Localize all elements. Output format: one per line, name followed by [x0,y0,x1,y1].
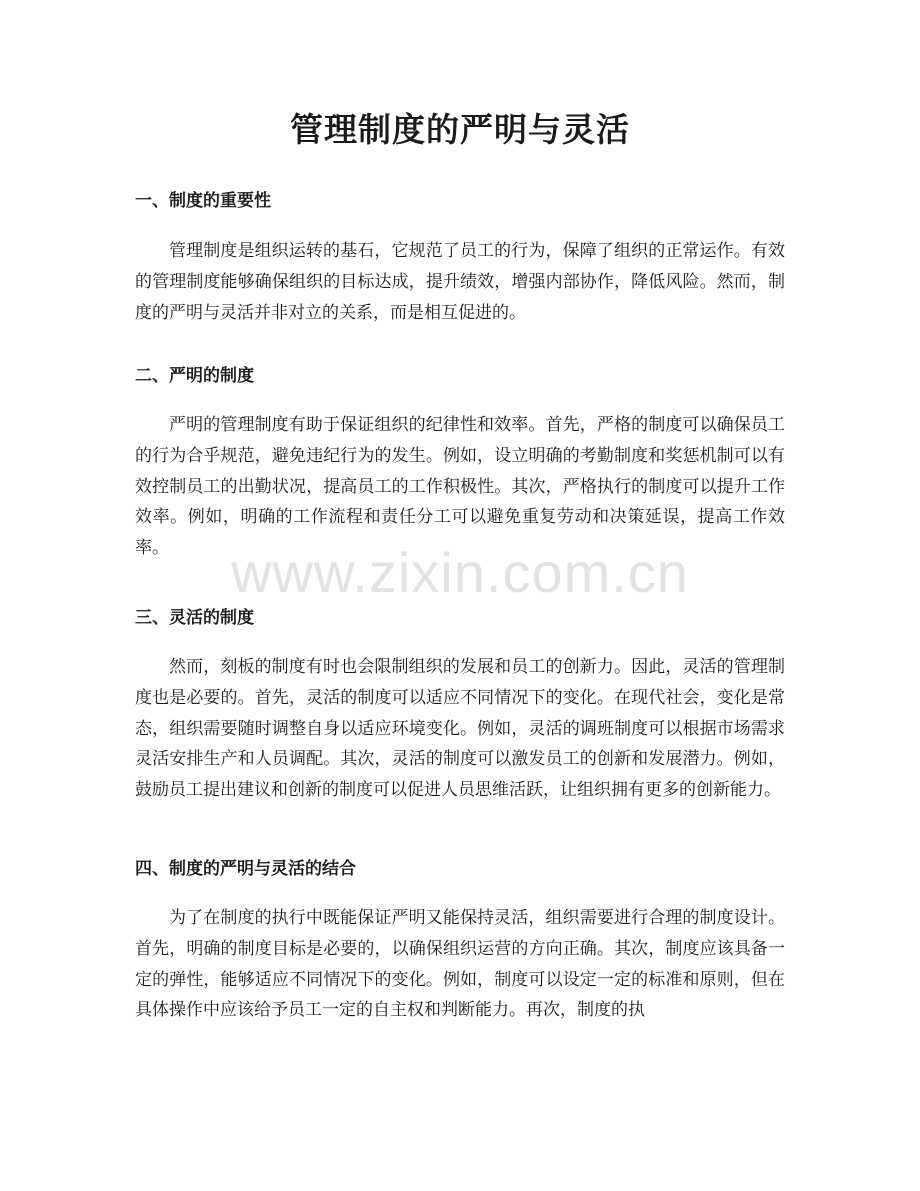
section-paragraph-1: 管理制度是组织运转的基石，它规范了员工的行为，保障了组织的正常运作。有效的管理制度能够确保组织的目标达成，提升绩效，增强内部协作，降低风险。然而，制度的严明与灵活并非对立的关系，而是相互促进的。 [135,241,785,323]
section-paragraph-3: 然而，刻板的制度有时也会限制组织的发展和员工的创新力。因此，灵活的管理制度也是必要的。首先，灵活的制度可以适应不同情况下的变化。在现代社会，变化是常态，组织需要随时调整自身以适应环境变化。例如，灵活的调班制度可以根据市场需求灵活安排生产和人员调配。其次，灵活的制度可以激发员工的创新和发展潜力。例如，鼓励员工提出建议和创新的制度可以促进人员思维活跃，让组织拥有更多的创新能力。 [135,657,785,801]
section-heading-1: 一、制度的重要性 [135,191,271,211]
section-heading-4: 四、制度的严明与灵活的结合 [135,859,356,879]
section-heading-3: 三、灵活的制度 [135,608,254,628]
section-paragraph-2: 严明的管理制度有助于保证组织的纪律性和效率。首先，严格的制度可以确保员工的行为合乎规范，避免违纪行为的发生。例如，设立明确的考勤制度和奖惩机制可以有效控制员工的出勤状况，提高员工的工作积极性。其次，严格执行的制度可以提升工作效率。例如，明确的工作流程和责任分工可以避免重复劳动和决策延误，提高工作效率。 [135,415,785,559]
section-heading-2: 二、严明的制度 [135,366,254,386]
section-paragraph-4: 为了在制度的执行中既能保证严明又能保持灵活，组织需要进行合理的制度设计。首先，明确的制度目标是必要的，以确保组织运营的方向正确。其次，制度应该具备一定的弹性，能够适应不同情况下的变化。例如，制度可以设定一定的标准和原则，但在具体操作中应该给予员工一定的自主权和判断能力。再次，制度的执 [135,908,785,1021]
page-title: 管理制度的严明与灵活 [290,110,630,149]
watermark: www.zixin.com.cn [231,541,689,604]
